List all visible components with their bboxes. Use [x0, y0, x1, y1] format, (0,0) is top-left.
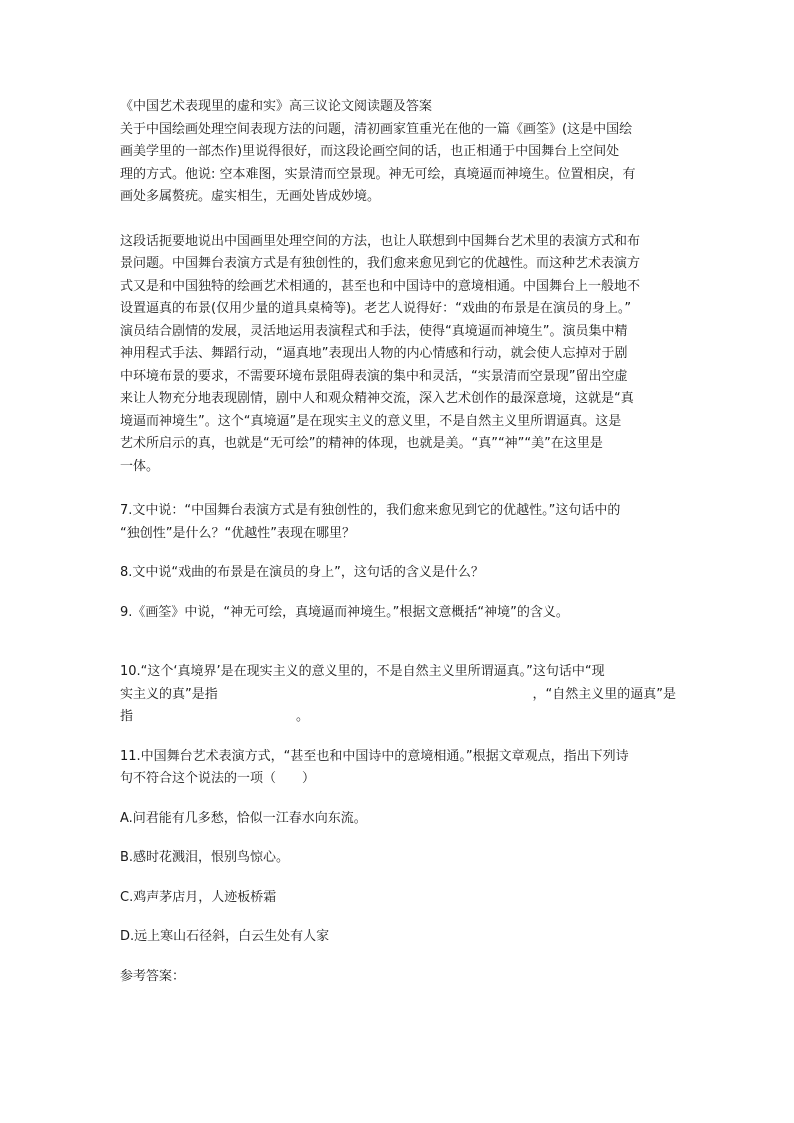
passage-line: 式又是和中国独特的绘画艺术相通的，甚至也和中国诗中的意境相通。中国舞台上一般地不 [120, 278, 641, 294]
option-c [120, 887, 676, 910]
question-line: 实主义的真”是指 [120, 686, 218, 702]
answer-label: 参考答案： [120, 968, 186, 984]
title-text: 《中国艺术表现里的虚和实》高三议论文阅读题及答案 [120, 99, 433, 114]
passage-line: 艺术所启示的真，也就是“无可绘”的精神的体现，也就是美。“真”“神”“美”在这里是 [120, 436, 603, 451]
passage-line: 一体。 [120, 458, 160, 474]
passage-line: 理的方式。他说: 空本难图，实景清而空景现。神无可绘，真境逼而神境生。位置相戾，有 [120, 166, 636, 182]
passage-line: 境逼而神境生”。这个“真境逼”是在现实主义的意义里，不是自然主义里所谓逼真。这是 [120, 413, 622, 429]
passage-line: 神用程式手法、舞蹈行动，“逼真地”表现出人物的内心情感和行动，就会使人忘掉对于剧 [120, 346, 628, 361]
option-a [120, 808, 676, 831]
passage-line: 演员结合剧情的发展，灵活地运用表演程式和手法，使得“真境逼而神境生”。演员集中精 [120, 323, 628, 339]
passage-line: 景问题。中国舞台表演方式是有独创性的，我们愈来愈见到它的优越性。而这种艺术表演方 [120, 256, 641, 271]
passage-line: 画美学里的一部杰作)里说得很好，而这段论画空间的话，也正相通于中国舞台上空间处 [120, 144, 620, 159]
passage-paragraph-2 [120, 231, 676, 479]
passage-line: 设置逼真的布景(仅用少量的道具桌椅等)。老艺人说得好：“戏曲的布景是在演员的身上。” [120, 301, 632, 316]
passage-line: 来让人物充分地表现剧情，剧中人和观众精神交流，深入艺术创作的最深意境，这就是“真 [120, 391, 634, 406]
question-line: 10.“这个‘真境界’是在现实主义的意义里的，不是自然主义里所谓逼真。”这句话中“现 [120, 664, 605, 679]
question-10-fill-row [120, 684, 676, 707]
passage-line: 这段话扼要地说出中国画里处理空间的方法，也让人联想到中国舞台艺术里的表演方式和布 [120, 233, 641, 249]
question-line: 9.《画筌》中说，“神无可绘，真境逼而神境生。”根据文意概括“神境”的含义。 [120, 604, 569, 620]
question-7 [120, 500, 676, 545]
question-line: 7.文中说：“中国舞台表演方式是有独创性的，我们愈来愈见到它的优越性。”这句话中的 [120, 503, 621, 518]
passage-line: 画处多属赘疣。虚实相生，无画处皆成妙境。 [120, 189, 381, 204]
question-line: 11.中国舞台艺术表演方式，“甚至也和中国诗中的意境相通。”根据文章观点，指出下列诗 [120, 748, 629, 764]
question-11 [120, 746, 676, 791]
option-b [120, 847, 676, 870]
passage-line: 中环境布景的要求，不需要环境布景阻碍表演的集中和灵活，“实景清而空景现”留出空虚 [120, 368, 628, 384]
question-line: 指 [120, 709, 134, 724]
question-line: 句不符合这个说法的一项（ ） [120, 771, 316, 786]
question-10 [120, 661, 676, 729]
question-line: ，“自然主义里的逼真”是 [532, 686, 676, 702]
document-title [120, 96, 676, 119]
question-line: 8.文中说“戏曲的布景是在演员的身上”，这句话的含义是什么？ [120, 565, 484, 580]
document-page [120, 96, 676, 988]
answer-section [120, 966, 676, 989]
option-text: C.鸡声茅店月，人迹板桥霜 [120, 889, 277, 905]
question-9 [120, 602, 676, 625]
question-line: 。 [296, 709, 310, 724]
passage-line: 关于中国绘画处理空间表现方法的问题，清初画家笪重光在他的一篇《画筌》(这是中国绘 [120, 121, 633, 137]
passage-paragraph-1 [120, 119, 676, 209]
option-text: B.感时花溅泪，恨别鸟惊心。 [120, 850, 290, 865]
option-d [120, 926, 676, 949]
question-line: “独创性”是什么？“优越性”表现在哪里？ [120, 525, 355, 541]
question-8 [120, 562, 676, 585]
option-text: A.问君能有几多愁，恰似一江春水向东流。 [120, 810, 367, 826]
option-text: D.远上寒山石径斜，白云生处有人家 [120, 929, 330, 944]
question-10-fill-row-2 [120, 706, 676, 729]
